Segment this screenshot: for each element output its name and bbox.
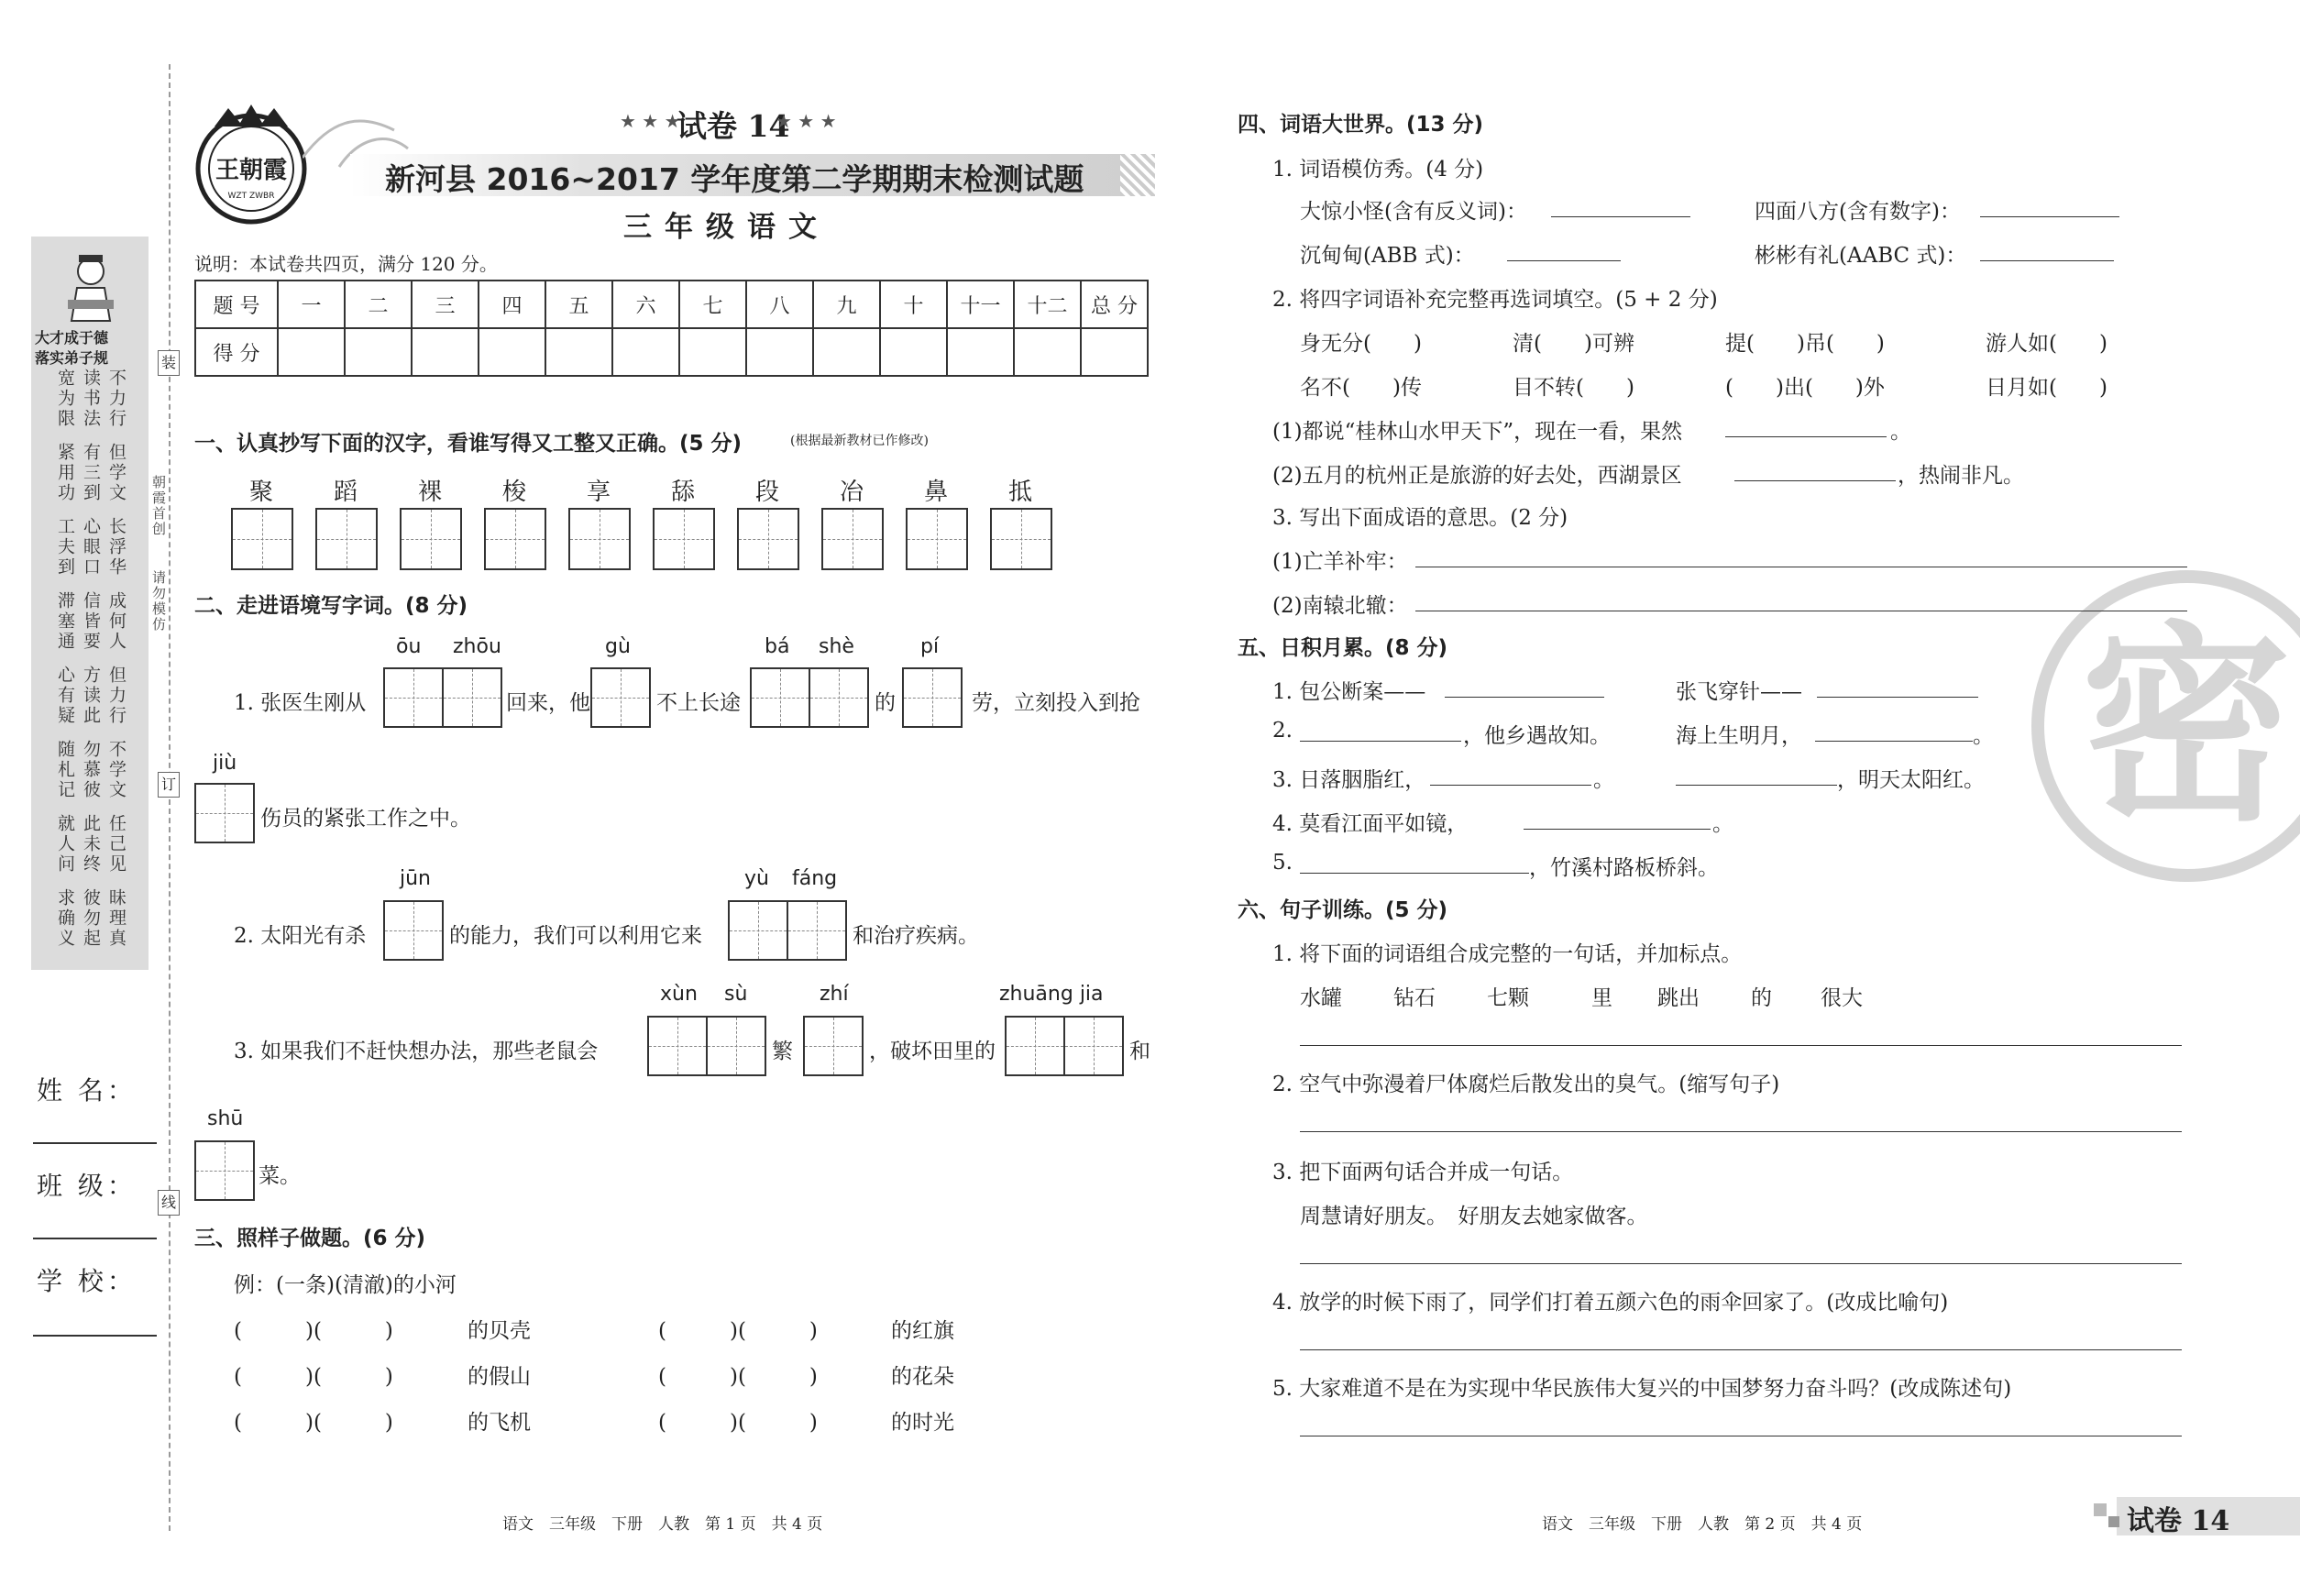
answer-line[interactable] — [1507, 260, 1621, 261]
answer-line[interactable] — [1815, 741, 1973, 742]
question-text: (2)五月的杭州正是旅游的好去处，西湖景区 — [1272, 464, 1682, 488]
section-1-heading: 一、认真抄写下面的汉字，看谁写得又工整又正确。(5 分) — [194, 432, 743, 456]
word-tile: 很大 — [1821, 986, 1863, 1010]
phrase-tail: 的红旗 — [891, 1319, 954, 1343]
question-text: 5. — [1272, 851, 1293, 875]
character-label: 冶 — [840, 479, 864, 506]
copy-box[interactable] — [990, 508, 1052, 570]
score-input[interactable] — [1014, 328, 1081, 376]
motto-line-2: 落实弟子规 — [35, 349, 109, 367]
word-tile: 跳出 — [1657, 986, 1700, 1010]
pinyin: jiù — [213, 752, 237, 775]
sentence-text: 不上长途 — [656, 691, 741, 715]
vertical-note: 请勿模仿 — [150, 570, 167, 633]
answer-line[interactable] — [1817, 697, 1978, 698]
question-text: 1. 词语模仿秀。(4 分) — [1272, 158, 1484, 182]
rule-column: 滞塞通 — [55, 591, 75, 652]
word-tile: 里 — [1591, 986, 1612, 1010]
rule-column: 成何人 — [106, 591, 127, 652]
phrase-tail: 的时光 — [891, 1411, 954, 1435]
phrase-tail: 的假山 — [468, 1365, 531, 1389]
idiom-blank[interactable]: 身无分( ) — [1300, 332, 1422, 356]
copy-box[interactable] — [400, 508, 462, 570]
question-text: 海上生明月， — [1676, 724, 1802, 748]
question-text: 1. 将下面的词语组合成完整的一句话，并加标点。 — [1272, 942, 1743, 966]
word-tile: 的 — [1751, 986, 1772, 1010]
copy-box[interactable] — [484, 508, 546, 570]
sentence-text: 伤员的紧张工作之中。 — [260, 807, 471, 831]
score-cell: 一 — [278, 281, 345, 328]
exam-subject: 三年级语文 — [623, 211, 830, 244]
score-input[interactable] — [612, 328, 679, 376]
score-input[interactable] — [345, 328, 412, 376]
question-text: ，热闹非凡。 — [1898, 464, 2024, 488]
logo-subtext: WZT ZWBR — [227, 192, 275, 201]
question-text: 大惊小怪(含有反义词)： — [1300, 200, 1527, 224]
pinyin: shū — [207, 1107, 244, 1130]
scholar-figure-icon — [59, 249, 123, 323]
write-box[interactable] — [809, 667, 869, 728]
publisher-logo — [187, 99, 315, 227]
section-3-heading: 三、照样子做题。(6 分) — [194, 1227, 426, 1250]
logo-text: 王朝霞 — [215, 157, 288, 184]
exam-note: 说明：本试卷共四页，满分 120 分。 — [194, 253, 498, 275]
question-text: (2)南辕北辙： — [1272, 594, 1408, 618]
exam-number: 试卷 14 — [677, 108, 790, 144]
answer-line[interactable] — [1300, 873, 1529, 874]
rule-column: 勿慕彼 — [81, 740, 101, 800]
rule-column: 宽为限 — [55, 369, 75, 429]
name-label: 姓 名： — [37, 1075, 137, 1106]
write-box[interactable] — [383, 667, 444, 728]
idiom-blank[interactable]: 清( )可辨 — [1513, 332, 1634, 356]
sidebar-panel — [31, 237, 149, 970]
rule-column: 心眼口 — [81, 517, 101, 578]
answer-line[interactable] — [1300, 1045, 2182, 1046]
word-tile: 钻石 — [1393, 986, 1436, 1010]
idiom-blank[interactable]: 提( )吊( ) — [1725, 332, 1885, 356]
rule-column: 紧用功 — [55, 443, 75, 503]
blank-pair[interactable]: ( )( ) — [658, 1365, 818, 1389]
character-label: 舔 — [671, 479, 696, 506]
score-cell: 三 — [412, 281, 479, 328]
idiom-blank[interactable]: 名不( )传 — [1300, 376, 1422, 400]
badge-square — [2108, 1516, 2119, 1527]
idiom-blank[interactable]: 日月如( ) — [1986, 376, 2107, 400]
section-5-heading: 五、日积月累。(8 分) — [1238, 636, 1448, 660]
write-box[interactable] — [590, 667, 651, 728]
pinyin: sù — [724, 983, 748, 1006]
rule-column: 心有疑 — [55, 666, 75, 726]
class-label: 班 级： — [37, 1171, 137, 1201]
score-cell: 二 — [345, 281, 412, 328]
question-text: 1. 包公断案—— — [1272, 680, 1426, 704]
pinyin: ōu — [396, 635, 422, 658]
score-cell: 十 — [880, 281, 947, 328]
binding-line — [169, 64, 171, 1531]
copy-box[interactable] — [568, 508, 631, 570]
vertical-note: 朝霞首创 — [150, 475, 167, 537]
score-cell: 八 — [746, 281, 813, 328]
sentence-text: 劳，立刻投入到抢 — [972, 691, 1140, 715]
question-text: 3. 把下面两句话合并成一句话。 — [1272, 1161, 1574, 1184]
sentence-text: 繁 — [772, 1040, 793, 1063]
rule-column: 此未终 — [81, 814, 101, 875]
score-value-row — [195, 328, 1148, 376]
section-6-heading: 六、句子训练。(5 分) — [1238, 898, 1448, 922]
question-text: 3. 日落胭脂红， — [1272, 768, 1426, 792]
rule-column: 但力行 — [106, 666, 127, 726]
question-text: 3. 写出下面成语的意思。(2 分) — [1272, 506, 1568, 530]
question-text: (1)都说“桂林山水甲天下”，现在一看，果然 — [1272, 420, 1683, 444]
question-text: 。 — [1593, 768, 1614, 792]
score-cell: 十二 — [1014, 281, 1081, 328]
sentence-text: 和 — [1129, 1040, 1150, 1063]
blank-pair[interactable]: ( )( ) — [658, 1411, 818, 1435]
score-input[interactable] — [947, 328, 1014, 376]
question-text: 周慧请好朋友。 好朋友去她家做客。 — [1300, 1205, 1648, 1228]
idiom-blank[interactable]: 目不转( ) — [1513, 376, 1634, 400]
seal-watermark — [2031, 570, 2300, 882]
pinyin: xùn — [660, 983, 698, 1006]
answer-line[interactable] — [1725, 436, 1887, 437]
rule-column: 信皆要 — [81, 591, 101, 652]
character-label: 段 — [755, 479, 780, 506]
answer-line[interactable] — [1300, 1349, 2182, 1350]
score-header-row — [195, 281, 1148, 328]
question-text: 彬彬有礼(AABC 式)： — [1755, 244, 1967, 268]
score-cell: 五 — [545, 281, 612, 328]
rule-column: 昧理真 — [106, 888, 127, 949]
character-label: 裸 — [418, 479, 443, 506]
pinyin: zhí — [820, 983, 849, 1006]
answer-line[interactable] — [1734, 480, 1896, 481]
score-input[interactable] — [746, 328, 813, 376]
score-input[interactable] — [880, 328, 947, 376]
score-input[interactable] — [1081, 328, 1148, 376]
sentence-text: 回来，他 — [506, 691, 590, 715]
question-text: 四面八方(含有数字)： — [1755, 200, 1961, 224]
rule-column: 工夫到 — [55, 517, 75, 578]
question-text: 。 — [1973, 724, 1994, 748]
section-4-heading: 四、词语大世界。(13 分) — [1238, 113, 1484, 137]
question-text: (1)亡羊补牢： — [1272, 550, 1408, 574]
rule-column: 有三到 — [81, 443, 101, 503]
exam-title: 新河县 2016~2017 学年度第二学期期末检测试题 — [385, 161, 1084, 197]
write-box[interactable] — [194, 1140, 255, 1201]
answer-line[interactable] — [1300, 741, 1461, 742]
copy-box[interactable] — [737, 508, 799, 570]
score-input[interactable] — [278, 328, 345, 376]
motto-line-1: 大才成于德 — [35, 329, 109, 347]
blank-pair[interactable]: ( )( ) — [234, 1411, 393, 1435]
copy-box[interactable] — [315, 508, 378, 570]
rule-column: 随札记 — [55, 740, 75, 800]
footer-left: 语文 三年级 下册 人教 第 1 页 共 4 页 — [502, 1515, 823, 1534]
question-text: 4. 放学的时候下雨了，同学们打着五颜六色的雨伞回家了。(改成比喻句) — [1272, 1291, 1949, 1315]
class-field[interactable] — [33, 1238, 157, 1239]
idiom-blank[interactable]: 游人如( ) — [1986, 332, 2107, 356]
score-input[interactable] — [412, 328, 479, 376]
pinyin: jūn — [400, 867, 431, 890]
footer-badge: 试卷 14 — [2127, 1505, 2230, 1537]
write-box[interactable] — [383, 900, 444, 961]
section-1-note: (根据最新教材已作修改) — [790, 434, 929, 448]
answer-line[interactable] — [1551, 216, 1690, 217]
question-text: 。 — [1890, 420, 1911, 444]
blank-pair[interactable]: ( )( ) — [234, 1319, 393, 1343]
answer-line[interactable] — [1980, 260, 2114, 261]
character-label: 聚 — [249, 479, 274, 506]
character-label: 蹈 — [334, 479, 358, 506]
copy-box[interactable] — [231, 508, 293, 570]
score-cell: 总 分 — [1081, 281, 1148, 328]
character-label: 享 — [587, 479, 611, 506]
blank-pair[interactable]: ( )( ) — [234, 1365, 393, 1389]
score-cell: 十一 — [947, 281, 1014, 328]
pinyin: shè — [819, 635, 854, 658]
name-field[interactable] — [33, 1142, 157, 1144]
score-input[interactable] — [679, 328, 746, 376]
phrase-tail: 的花朵 — [891, 1365, 954, 1389]
question-text: 5. 大家难道不是在为实现中华民族伟大复兴的中国梦努力奋斗吗？(改成陈述句) — [1272, 1377, 2012, 1401]
question-text: 4. 莫看江面平如镜， — [1272, 812, 1469, 836]
answer-line[interactable] — [1300, 1131, 2182, 1132]
write-box[interactable] — [442, 667, 502, 728]
watermark-char: 密 — [2081, 602, 2293, 850]
character-label: 梭 — [502, 479, 527, 506]
copy-box[interactable] — [821, 508, 884, 570]
rule-column: 方读此 — [81, 666, 101, 726]
question-text: 沉甸甸(ABB 式)： — [1300, 244, 1475, 268]
rule-column: 任己见 — [106, 814, 127, 875]
phrase-tail: 的贝壳 — [468, 1319, 531, 1343]
answer-line[interactable] — [1300, 1263, 2182, 1264]
answer-line[interactable] — [1430, 785, 1591, 786]
write-box[interactable] — [902, 667, 963, 728]
badge-square — [2094, 1503, 2107, 1516]
school-field[interactable] — [33, 1335, 157, 1337]
copy-box[interactable] — [653, 508, 715, 570]
write-box[interactable] — [706, 1016, 766, 1076]
question-text: 2. 将四字词语补充完整再选词填空。(5 + 2 分) — [1272, 288, 1718, 312]
rule-column: 读书法 — [81, 369, 101, 429]
pinyin: pí — [920, 635, 940, 658]
school-label: 学 校： — [37, 1266, 137, 1296]
pinyin: zhōu — [453, 635, 501, 658]
seal-mark: 订 — [158, 772, 180, 798]
question-text: 2. — [1272, 719, 1293, 743]
footer-right: 语文 三年级 下册 人教 第 2 页 共 4 页 — [1542, 1515, 1863, 1534]
blank-pair[interactable]: ( )( ) — [658, 1319, 818, 1343]
sentence-text: 的能力，我们可以利用它来 — [449, 924, 702, 948]
write-box[interactable] — [647, 1016, 708, 1076]
phrase-tail: 的飞机 — [468, 1411, 531, 1435]
copy-box[interactable] — [906, 508, 968, 570]
sentence-text: 2. 太阳光有杀 — [234, 924, 367, 948]
score-input[interactable] — [813, 328, 880, 376]
seal-mark: 线 — [158, 1190, 180, 1216]
write-box[interactable] — [1005, 1016, 1065, 1076]
question-text: ，明天太阳红。 — [1837, 768, 1985, 792]
pinyin: fáng — [792, 867, 838, 890]
score-input[interactable] — [545, 328, 612, 376]
answer-line[interactable] — [1980, 216, 2119, 217]
question-text: 张飞穿针—— — [1676, 680, 1802, 704]
word-tile: 水罐 — [1300, 986, 1342, 1010]
write-box[interactable] — [750, 667, 810, 728]
section-3-example: 例：(一条)(清澈)的小河 — [234, 1273, 457, 1297]
title-band-pattern — [1120, 154, 1155, 196]
seal-mark: 装 — [158, 350, 180, 376]
rule-column: 不学文 — [106, 740, 127, 800]
section-2-heading: 二、走进语境写字词。(8 分) — [194, 594, 468, 618]
score-cell: 六 — [612, 281, 679, 328]
pinyin: zhuāng jia — [999, 983, 1104, 1006]
rule-column: 求确义 — [55, 888, 75, 949]
answer-line[interactable] — [1676, 785, 1837, 786]
write-box[interactable] — [728, 900, 788, 961]
stars-left: ★ ★ ★ — [620, 110, 681, 132]
question-text: 。 — [1712, 812, 1733, 836]
write-box[interactable] — [803, 1016, 864, 1076]
pinyin: bá — [765, 635, 790, 658]
idiom-blank[interactable]: ( )出( )外 — [1725, 376, 1885, 400]
score-cell: 九 — [813, 281, 880, 328]
stars-right: ★ ★ ★ — [776, 110, 837, 132]
write-box[interactable] — [194, 783, 255, 843]
rule-column: 长浮华 — [106, 517, 127, 578]
rule-column: 就人问 — [55, 814, 75, 875]
sentence-text: 3. 如果我们不赶快想办法，那些老鼠会 — [234, 1040, 599, 1063]
rule-column: 彼勿起 — [81, 888, 101, 949]
pinyin: gù — [605, 635, 631, 658]
sentence-text: 和治疗疾病。 — [853, 924, 979, 948]
score-input[interactable] — [479, 328, 545, 376]
pinyin: yù — [744, 867, 769, 890]
rule-column: 不力行 — [106, 369, 127, 429]
score-cell: 七 — [679, 281, 746, 328]
score-table — [194, 280, 1149, 377]
question-text: 2. 空气中弥漫着尸体腐烂后散发出的臭气。(缩写句子) — [1272, 1073, 1780, 1096]
score-cell: 得 分 — [195, 328, 278, 376]
sentence-text: 菜。 — [259, 1164, 301, 1188]
sentence-text: ，破坏田里的 — [869, 1040, 996, 1063]
score-cell: 四 — [479, 281, 545, 328]
answer-line[interactable] — [1524, 829, 1711, 830]
sentence-text: 的 — [875, 691, 896, 715]
write-box[interactable] — [787, 900, 847, 961]
sentence-text: 1. 张医生刚从 — [234, 691, 367, 715]
answer-line[interactable] — [1445, 697, 1604, 698]
question-text: ，他乡遇故知。 — [1463, 724, 1611, 748]
character-label: 抵 — [1008, 479, 1033, 506]
question-text: ，竹溪村路板桥斜。 — [1529, 856, 1719, 880]
write-box[interactable] — [1063, 1016, 1124, 1076]
character-label: 鼻 — [924, 479, 949, 506]
rule-column: 但学文 — [106, 443, 127, 503]
word-tile: 七颗 — [1487, 986, 1529, 1010]
score-cell: 题 号 — [195, 281, 278, 328]
